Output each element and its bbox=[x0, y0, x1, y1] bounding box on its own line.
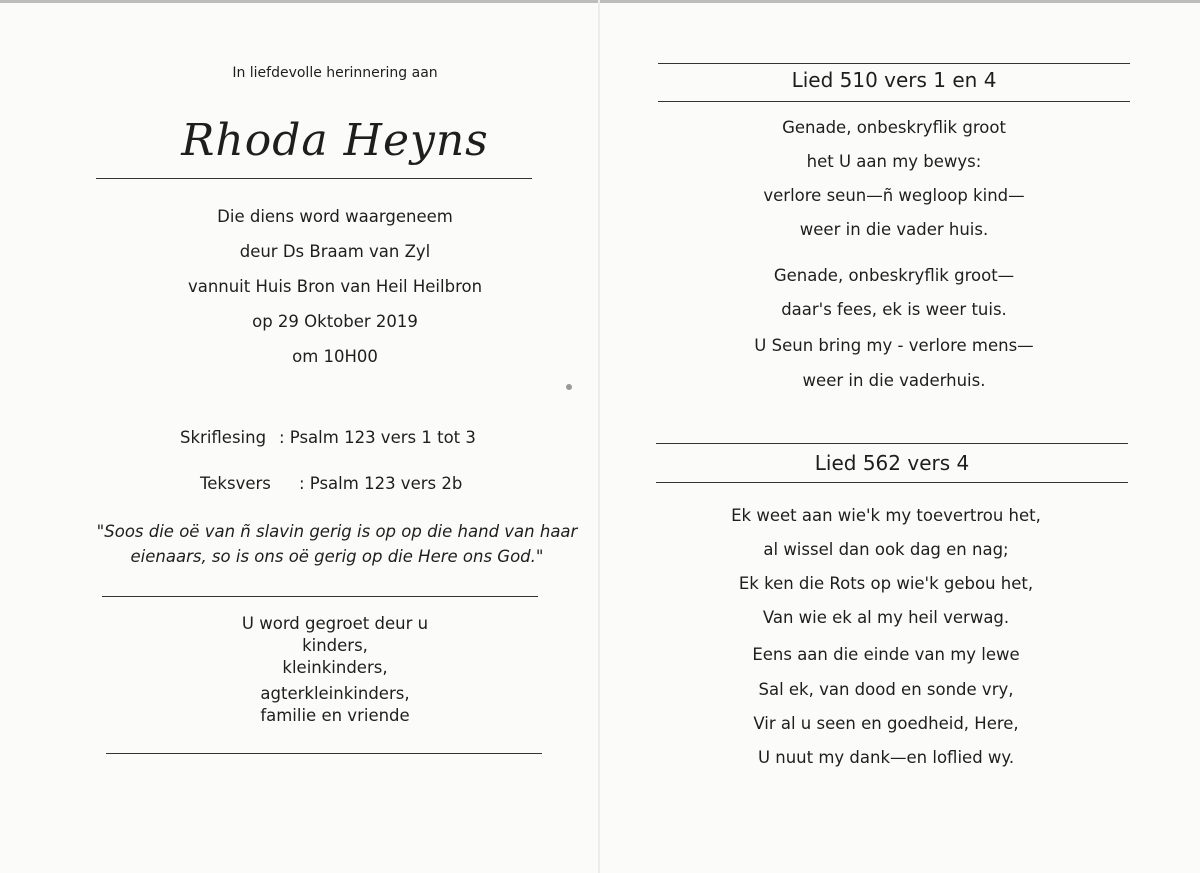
hymn-line: verlore seun—ñ wegloop kind— bbox=[763, 186, 1025, 205]
dedication-text: In liefdevolle herinnering aan bbox=[232, 65, 438, 81]
hymn-line: U nuut my dank—en loflied wy. bbox=[757, 748, 1015, 767]
hymn2-title: Lied 562 vers 4 bbox=[814, 451, 970, 475]
hymn1-title: Lied 510 vers 1 en 4 bbox=[791, 68, 997, 92]
hymn-line: weer in die vader huis. bbox=[799, 220, 989, 239]
hymn2-top-rule bbox=[656, 443, 1128, 444]
greeting-line: agterkleinkinders, bbox=[260, 684, 410, 703]
hymn-line: al wissel dan ook dag en nag; bbox=[763, 540, 1009, 559]
text-verse-value: : Psalm 123 vers 2b bbox=[299, 474, 463, 493]
hymn-line: Ek weet aan wie'k my toevertrou het, bbox=[731, 506, 1041, 525]
hymn-line: weer in die vaderhuis. bbox=[802, 371, 986, 390]
service-date: op 29 Oktober 2019 bbox=[252, 312, 418, 331]
speck-mark bbox=[566, 384, 572, 390]
hymn-line: het U aan my bewys: bbox=[806, 152, 982, 171]
hymn1-top-rule bbox=[658, 63, 1130, 64]
greeting-line: U word gegroet deur u bbox=[241, 614, 429, 633]
hymn-line: Eens aan die einde van my lewe bbox=[752, 645, 1020, 664]
page-top-edge bbox=[0, 0, 1200, 3]
divider-line bbox=[106, 753, 542, 754]
hymn-line: U Seun bring my - verlore mens— bbox=[754, 336, 1034, 355]
service-line: deur Ds Braam van Zyl bbox=[239, 242, 431, 261]
hymn-line: Ek ken die Rots op wie'k gebou het, bbox=[738, 574, 1034, 593]
quote-line: eienaars, so is ons oë gerig op die Here ons God." bbox=[130, 547, 544, 566]
scripture-label: Skriflesing bbox=[180, 428, 267, 447]
scripture-value: : Psalm 123 vers 1 tot 3 bbox=[279, 428, 476, 447]
hymn-line: Van wie ek al my heil verwag. bbox=[762, 608, 1010, 627]
hymn2-bottom-rule bbox=[656, 482, 1128, 483]
hymn-line: Vir al u seen en goedheid, Here, bbox=[753, 714, 1019, 733]
quote-line: "Soos die oë van ñ slavin gerig is op op die hand van haar bbox=[96, 522, 578, 541]
center-fold bbox=[598, 0, 600, 873]
service-time: om 10H00 bbox=[292, 347, 378, 366]
service-line: Die diens word waargeneem bbox=[217, 207, 453, 226]
greeting-line: familie en vriende bbox=[260, 706, 410, 725]
hymn1-bottom-rule bbox=[658, 101, 1130, 102]
hymn-line: Sal ek, van dood en sonde vry, bbox=[758, 680, 1014, 699]
hymn-line: daar's fees, ek is weer tuis. bbox=[781, 300, 1007, 319]
name-underline bbox=[96, 178, 532, 179]
deceased-name-signature: Rhoda Heyns bbox=[181, 115, 489, 166]
text-verse-label: Teksvers bbox=[200, 474, 271, 493]
hymn-line: Genade, onbeskryflik groot bbox=[782, 118, 1006, 137]
greeting-line: kleinkinders, bbox=[282, 658, 388, 677]
divider-line bbox=[102, 596, 538, 597]
hymn-line: Genade, onbeskryflik groot— bbox=[773, 266, 1015, 285]
service-line: vannuit Huis Bron van Heil Heilbron bbox=[187, 277, 483, 296]
greeting-line: kinders, bbox=[302, 636, 368, 655]
